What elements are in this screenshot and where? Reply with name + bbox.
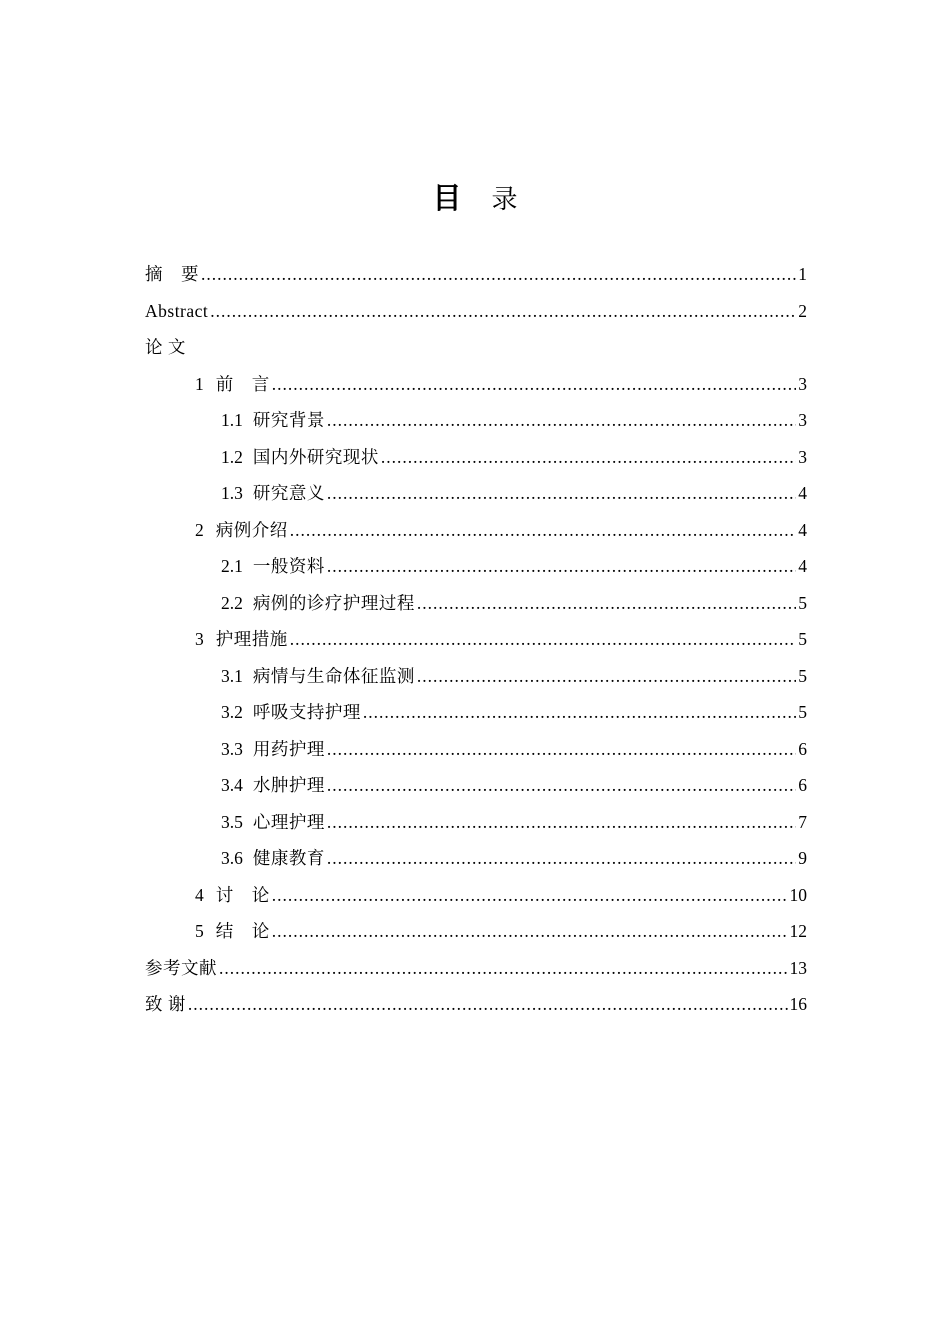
toc-entry-page-number: 9 bbox=[798, 848, 807, 868]
dot-leader bbox=[219, 950, 788, 987]
toc-entry[interactable] bbox=[145, 986, 807, 1023]
toc-entry[interactable] bbox=[145, 877, 807, 914]
toc-entry-page-number: 6 bbox=[798, 775, 807, 795]
dot-leader bbox=[272, 913, 788, 950]
table-of-contents bbox=[145, 256, 807, 1023]
toc-entry-page-number: 13 bbox=[789, 957, 807, 978]
toc-entry-page-number: 16 bbox=[789, 994, 807, 1014]
toc-entry-number: 3 bbox=[195, 629, 204, 649]
toc-entry-number: 1.3 bbox=[221, 483, 243, 503]
dot-leader bbox=[327, 475, 796, 512]
dot-leader bbox=[290, 512, 797, 549]
toc-entry-label: 摘 要 bbox=[145, 264, 199, 284]
dot-leader bbox=[327, 840, 796, 877]
toc-entry[interactable] bbox=[145, 329, 807, 366]
toc-entry-number: 3.2 bbox=[221, 702, 243, 722]
toc-entry[interactable] bbox=[145, 439, 807, 476]
toc-entry-page-number: 3 bbox=[798, 446, 807, 467]
toc-entry-label: Abstract bbox=[145, 300, 209, 321]
toc-entry[interactable] bbox=[145, 658, 807, 695]
toc-entry-label: 一般资料 bbox=[252, 556, 325, 576]
title-char-1: 目 bbox=[432, 181, 462, 215]
dot-leader bbox=[188, 986, 788, 1023]
toc-entry-label: 致 谢 bbox=[145, 994, 186, 1014]
toc-entry-number: 3.3 bbox=[221, 738, 243, 759]
toc-entry-label: 结 论 bbox=[215, 921, 270, 941]
toc-entry[interactable] bbox=[145, 840, 807, 877]
toc-entry[interactable] bbox=[145, 767, 807, 804]
dot-leader bbox=[201, 256, 796, 293]
toc-entry[interactable] bbox=[145, 293, 807, 330]
dot-leader bbox=[381, 439, 796, 476]
toc-entry-label: 健康教育 bbox=[252, 848, 325, 868]
toc-entry-page-number: 3 bbox=[798, 410, 807, 430]
toc-entry-page-number: 4 bbox=[798, 519, 807, 540]
toc-entry-number: 4 bbox=[195, 884, 204, 905]
toc-entry-page-number: 7 bbox=[798, 811, 807, 832]
dot-leader bbox=[272, 877, 788, 914]
toc-entry[interactable] bbox=[145, 694, 807, 731]
toc-entry-number: 2.2 bbox=[221, 592, 243, 613]
toc-entry[interactable] bbox=[145, 366, 807, 403]
dot-leader bbox=[417, 658, 796, 695]
toc-entry-page-number: 6 bbox=[798, 738, 807, 759]
dot-leader bbox=[327, 804, 796, 841]
toc-entry-page-number: 12 bbox=[789, 921, 807, 941]
dot-leader bbox=[363, 694, 796, 731]
toc-entry-page-number: 3 bbox=[798, 373, 807, 394]
toc-entry-label: 论 文 bbox=[145, 337, 186, 357]
dot-leader bbox=[327, 767, 796, 804]
toc-entry-label: 心理护理 bbox=[252, 811, 325, 832]
toc-entry[interactable] bbox=[145, 548, 807, 585]
toc-entry-page-number: 2 bbox=[798, 300, 807, 321]
toc-entry[interactable] bbox=[145, 950, 807, 987]
toc-entry[interactable] bbox=[145, 475, 807, 512]
toc-entry-page-number: 5 bbox=[798, 629, 807, 649]
toc-entry-label: 病情与生命体征监测 bbox=[252, 665, 415, 686]
toc-title bbox=[0, 178, 950, 220]
toc-entry-number: 2 bbox=[195, 519, 204, 540]
toc-entry-page-number: 1 bbox=[798, 264, 807, 284]
toc-entry-label: 研究背景 bbox=[252, 410, 325, 430]
title-char-2: 录 bbox=[491, 185, 518, 215]
toc-entry[interactable] bbox=[145, 402, 807, 439]
toc-entry[interactable] bbox=[145, 731, 807, 768]
toc-entry-number: 2.1 bbox=[221, 556, 243, 576]
toc-entry[interactable] bbox=[145, 585, 807, 622]
toc-entry-label: 病例的诊疗护理过程 bbox=[252, 592, 415, 613]
toc-entry-page-number: 4 bbox=[798, 483, 807, 503]
dot-leader bbox=[327, 731, 796, 768]
dot-leader bbox=[272, 366, 797, 403]
toc-entry-page-number: 5 bbox=[798, 592, 807, 613]
toc-entry-label: 用药护理 bbox=[252, 738, 325, 759]
dot-leader bbox=[290, 621, 797, 658]
toc-entry-page-number: 5 bbox=[798, 702, 807, 722]
toc-entry-label: 病例介绍 bbox=[215, 519, 288, 540]
toc-entry-number: 3.6 bbox=[221, 848, 243, 868]
toc-entry-number: 1 bbox=[195, 373, 204, 394]
toc-entry-number: 3.4 bbox=[221, 775, 243, 795]
toc-entry-label: 护理措施 bbox=[215, 629, 288, 649]
toc-entry[interactable] bbox=[145, 512, 807, 549]
dot-leader bbox=[210, 293, 796, 330]
toc-entry-number: 1.1 bbox=[221, 410, 243, 430]
toc-entry-number: 5 bbox=[195, 921, 204, 941]
toc-entry-page-number: 4 bbox=[798, 556, 807, 576]
toc-entry-label: 呼吸支持护理 bbox=[252, 702, 361, 722]
toc-entry-number: 3.5 bbox=[221, 811, 243, 832]
toc-entry-label: 讨 论 bbox=[215, 884, 270, 905]
toc-entry-label: 研究意义 bbox=[252, 483, 325, 503]
toc-entry-page-number: 5 bbox=[798, 665, 807, 686]
dot-leader bbox=[327, 548, 796, 585]
toc-entry-number: 3.1 bbox=[221, 665, 243, 686]
toc-entry-label: 国内外研究现状 bbox=[252, 446, 379, 467]
toc-entry[interactable] bbox=[145, 804, 807, 841]
toc-entry[interactable] bbox=[145, 256, 807, 293]
toc-entry-number: 1.2 bbox=[221, 446, 243, 467]
toc-entry-label: 参考文献 bbox=[145, 957, 217, 978]
toc-entry-page-number: 10 bbox=[789, 884, 807, 905]
toc-entry-label: 前 言 bbox=[215, 373, 270, 394]
toc-entry[interactable] bbox=[145, 913, 807, 950]
dot-leader bbox=[327, 402, 796, 439]
toc-entry[interactable] bbox=[145, 621, 807, 658]
toc-entry-label: 水肿护理 bbox=[252, 775, 325, 795]
dot-leader bbox=[417, 585, 796, 622]
